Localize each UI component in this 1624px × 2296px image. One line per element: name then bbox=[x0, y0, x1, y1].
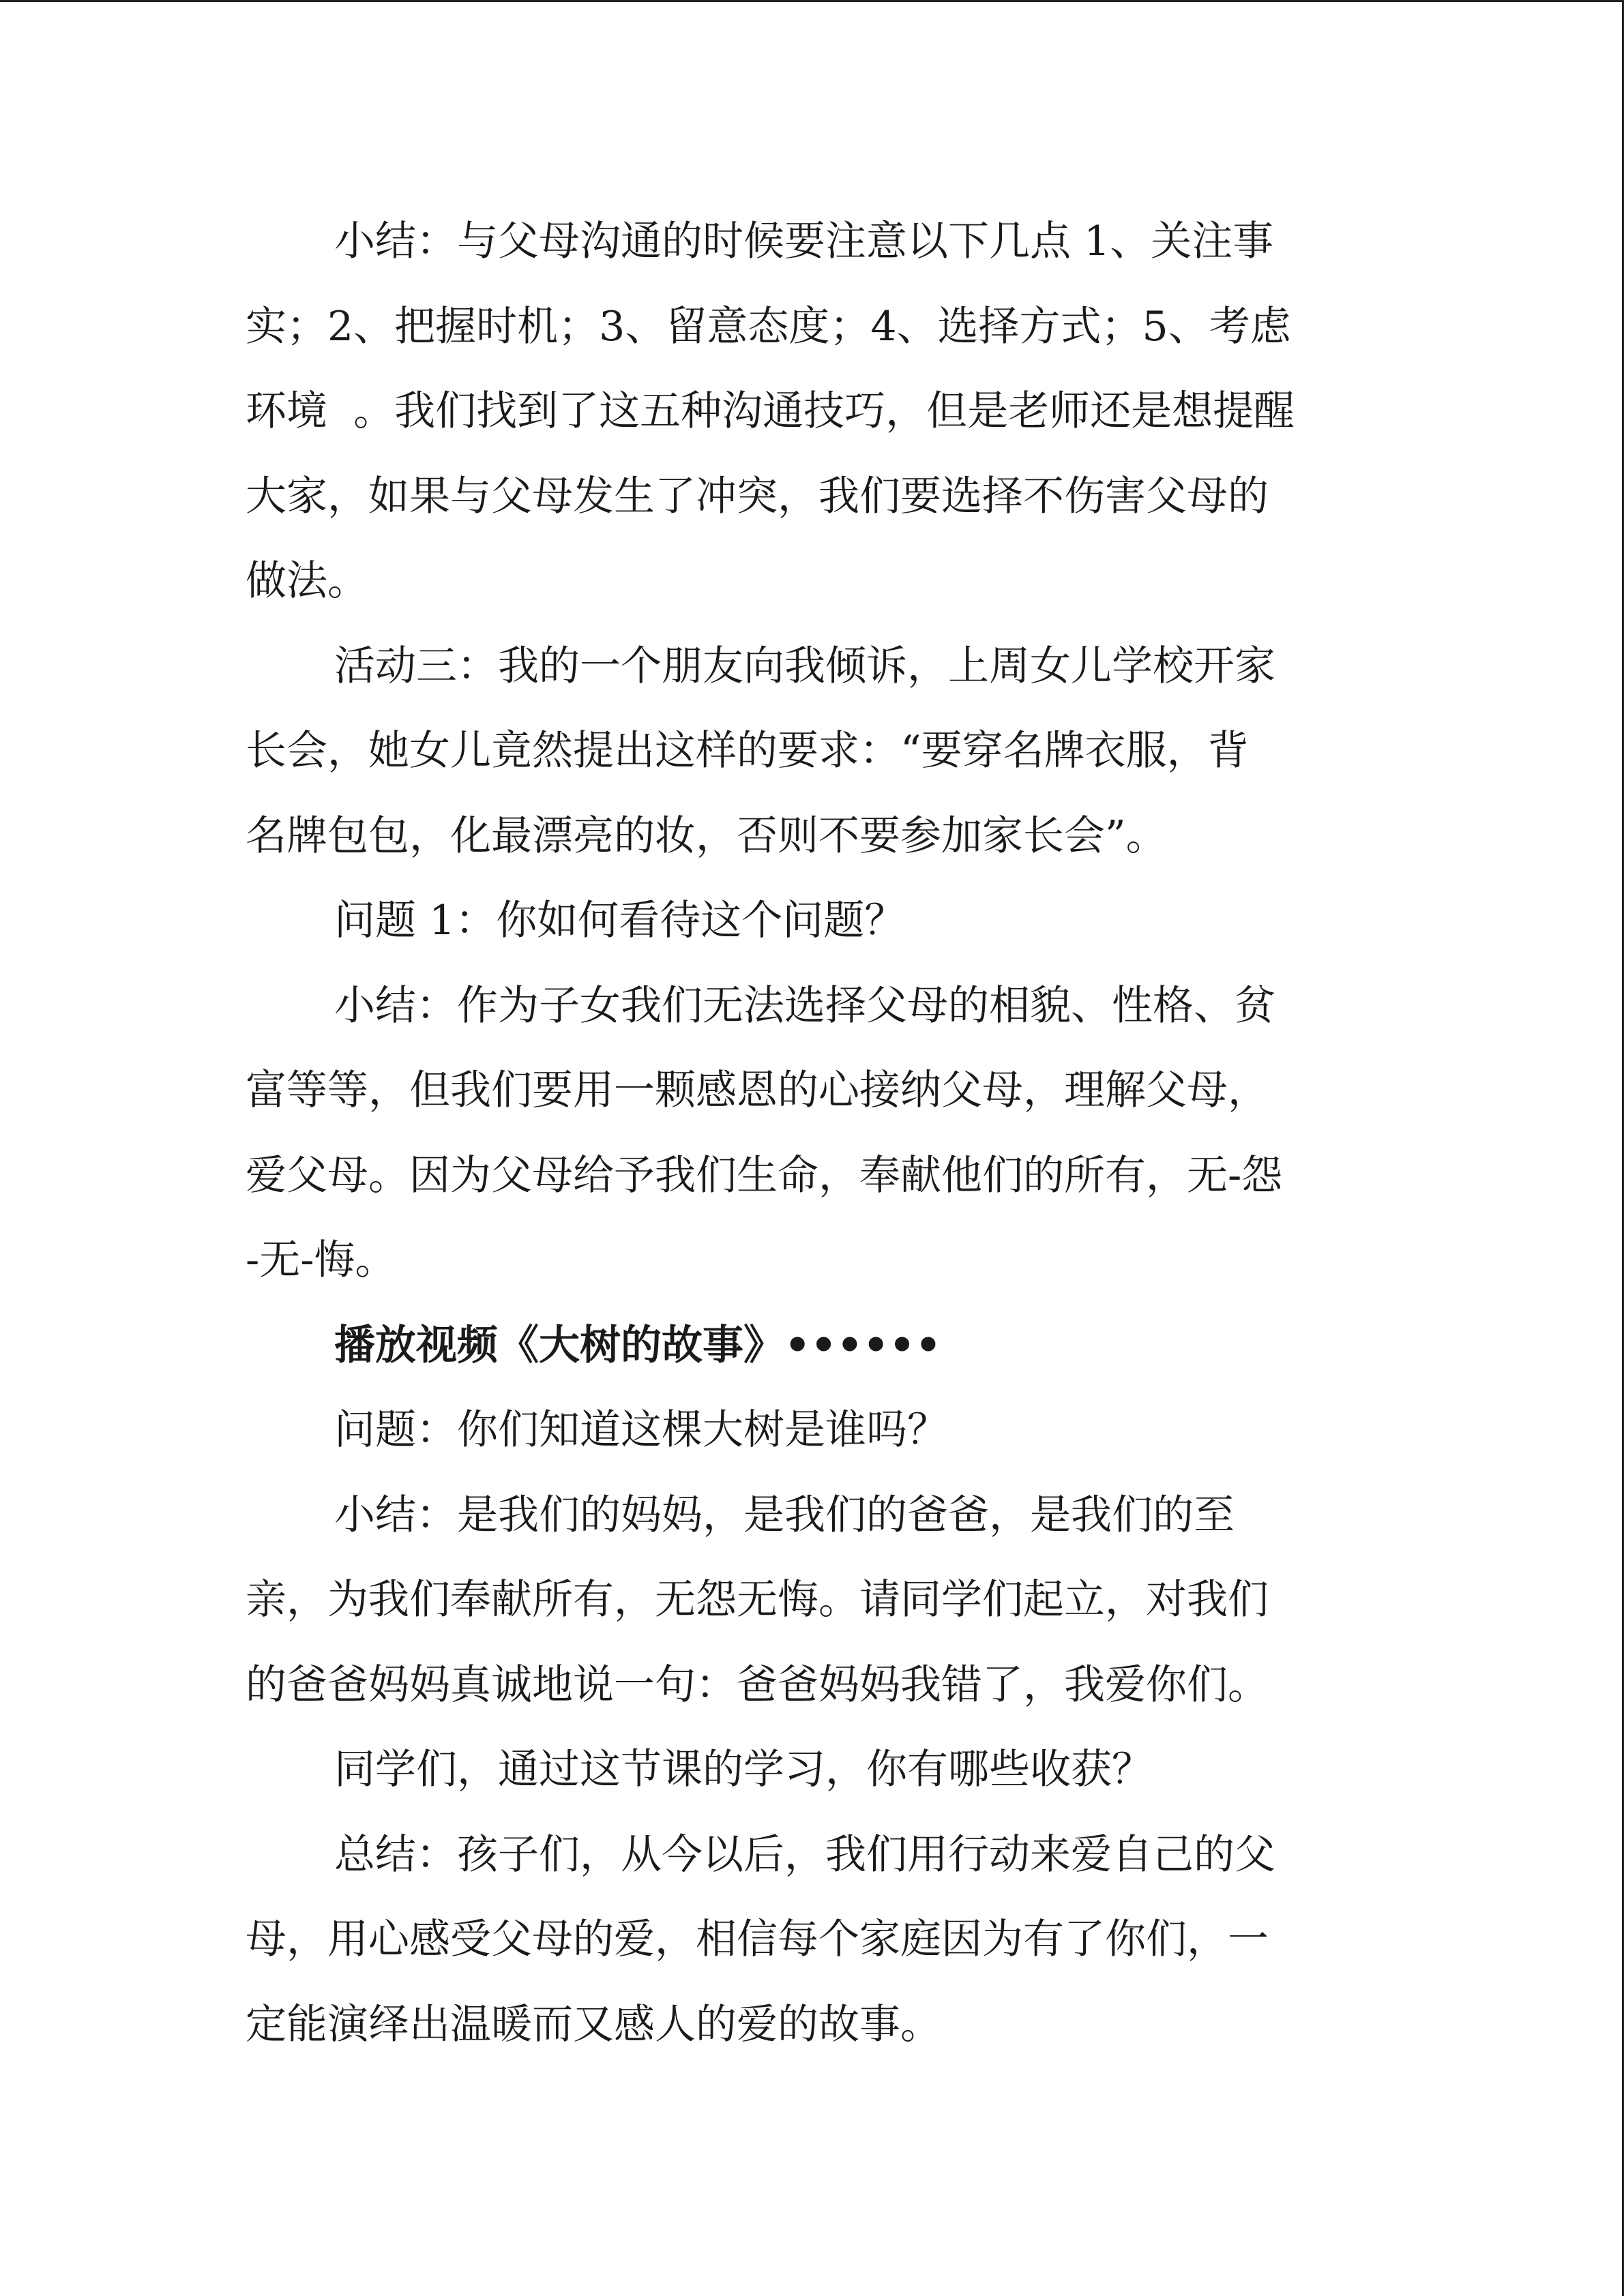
text-line: 活动三：我的一个朋友向我倾诉，上周女儿学校开家 bbox=[334, 642, 1275, 690]
text-line: 小结：作为子女我们无法选择父母的相貌、性格、贫 bbox=[334, 981, 1275, 1030]
text-line: 定能演绎出温暖而又感人的爱的故事。 bbox=[246, 2000, 941, 2048]
text-line: 的爸爸妈妈真诚地说一句：爸爸妈妈我错了，我爱你们。 bbox=[246, 1660, 1269, 1709]
text-line: 名牌包包，化最漂亮的妆，否则不要参加家长会”。 bbox=[246, 811, 1167, 860]
text-line: 长会，她女儿竟然提出这样的要求：“要穿名牌衣服，背 bbox=[246, 727, 1249, 775]
question-line: 同学们，通过这节课的学习，你有哪些收获？ bbox=[334, 1746, 1153, 1793]
text-line: -无-悔。 bbox=[246, 1236, 396, 1284]
text-line: 总结：孩子们，从今以后，我们用行动来爱自己的父 bbox=[334, 1830, 1275, 1879]
question-line: 问题 1：你如何看待这个问题？ bbox=[334, 897, 906, 944]
text-line: 小结：是我们的妈妈，是我们的爸爸，是我们的至 bbox=[334, 1491, 1235, 1539]
video-heading: 播放视频《大树的故事》•••••• bbox=[334, 1321, 942, 1369]
text-line: 大家，如果与父母发生了冲突，我们要选择不伤害父母的 bbox=[246, 472, 1269, 520]
text-line: 母，用心感受父母的爱，相信每个家庭因为有了你们，一 bbox=[246, 1915, 1269, 1963]
question-line: 问题：你们知道这棵大树是谁吗？ bbox=[334, 1406, 948, 1454]
text-line: 实；2、把握时机；3、留意态度；4、选择方式；5、考虑 bbox=[246, 302, 1291, 351]
text-line: 爱父母。因为父母给予我们生命，奉献他们的所有，无-怨 bbox=[246, 1151, 1283, 1199]
text-line: 富等等，但我们要用一颗感恩的心接纳父母，理解父母， bbox=[246, 1067, 1269, 1114]
page-top-border bbox=[0, 0, 1624, 2]
text-line: 亲，为我们奉献所有，无怨无悔。请同学们起立，对我们 bbox=[246, 1576, 1269, 1624]
document-body bbox=[246, 199, 1391, 2067]
text-line: 做法。 bbox=[246, 557, 368, 605]
text-line: 环境 。我们找到了这五种沟通技巧，但是老师还是想提醒 bbox=[246, 387, 1295, 435]
text-line: 小结：与父母沟通的时候要注意以下几点 1、关注事 bbox=[334, 218, 1274, 265]
